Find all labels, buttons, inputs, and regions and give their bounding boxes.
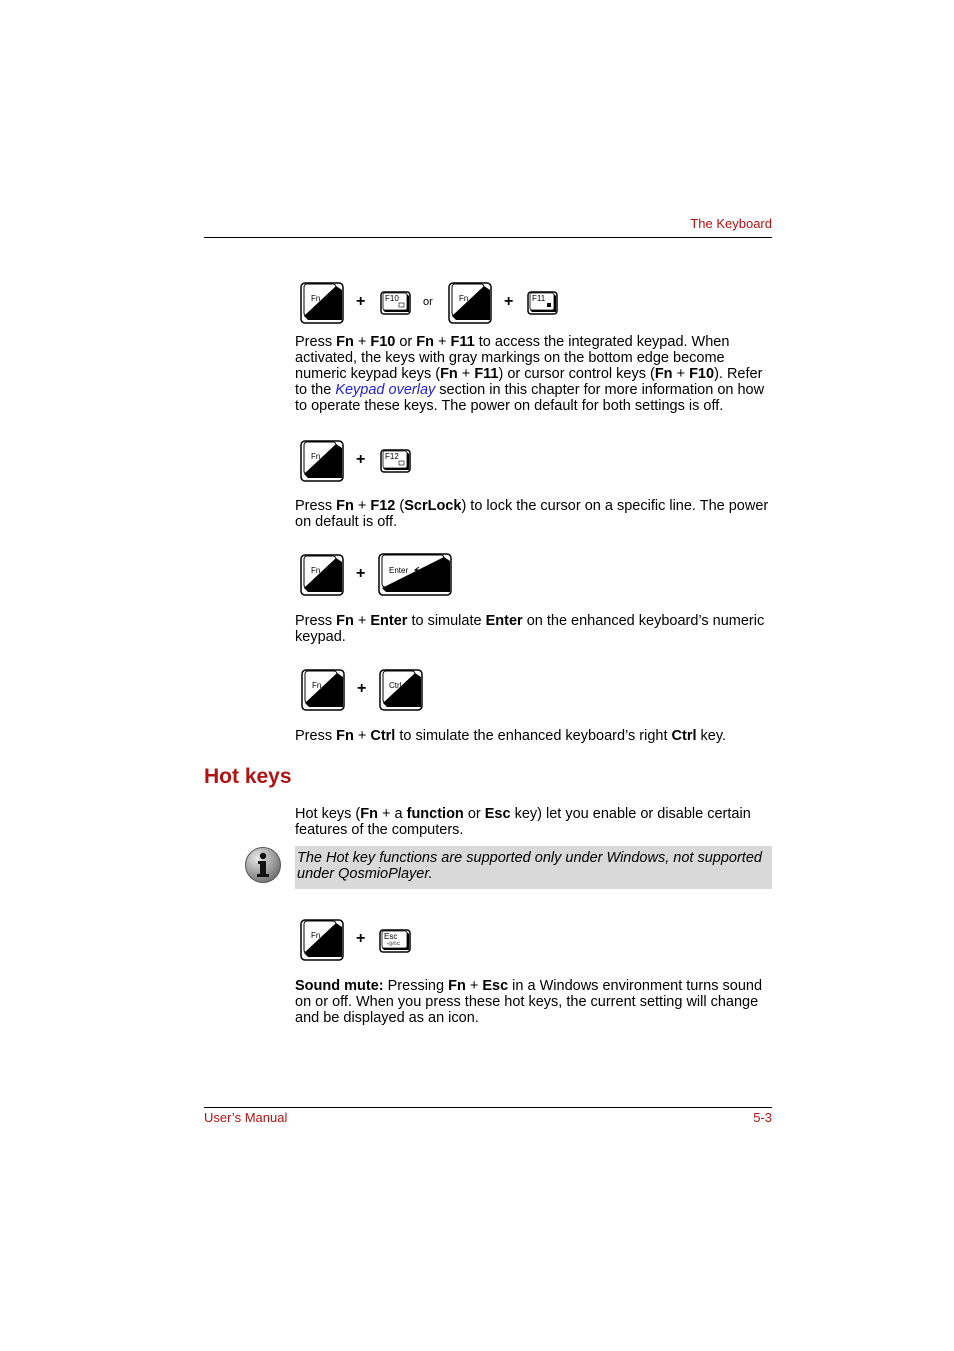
plus-sign: + bbox=[356, 930, 366, 947]
note-text: The Hot key functions are supported only under Windows, not supported under QosmioPlayer. bbox=[297, 850, 762, 882]
f11-key-icon bbox=[527, 291, 559, 315]
keypad-overlay-link[interactable]: Keypad overlay bbox=[335, 382, 436, 398]
fn-key-icon bbox=[301, 669, 346, 711]
footer-manual-title: User’s Manual bbox=[204, 1110, 288, 1125]
page-number: 5-3 bbox=[753, 1110, 772, 1125]
enter-paragraph: Press Fn + Enter to simulate Enter on the enhanced keyboard’s numeric keypad. bbox=[295, 613, 765, 645]
footer-rule bbox=[204, 1107, 772, 1108]
plus-sign: + bbox=[356, 451, 366, 468]
fn-key-icon bbox=[300, 282, 345, 324]
plus-sign: + bbox=[356, 565, 366, 582]
enter-key-icon bbox=[378, 553, 453, 597]
fn-key-label: Fn bbox=[312, 681, 322, 690]
or-text: or bbox=[423, 296, 433, 308]
f11-key-label: F11 bbox=[532, 294, 546, 303]
f10-key-label: F10 bbox=[385, 294, 399, 303]
fn-key-label: Fn bbox=[459, 294, 469, 303]
enter-key-label: Enter bbox=[389, 566, 409, 575]
fn-key-label: Fn bbox=[311, 452, 321, 461]
sound-mute-paragraph: Sound mute: Pressing Fn + Esc in a Windows environment turns sound on or off. When you press these hot keys, the current setting will change and be displayed as an icon. bbox=[295, 978, 763, 1026]
fn-key-icon bbox=[300, 554, 345, 596]
f10-key-icon bbox=[380, 291, 412, 315]
info-icon bbox=[244, 846, 282, 889]
f12-key-label: F12 bbox=[385, 452, 399, 461]
ctrl-key-label: Ctrl bbox=[389, 681, 402, 690]
esc-key-icon bbox=[379, 929, 412, 953]
plus-sign: + bbox=[504, 293, 514, 310]
fn-key-label: Fn bbox=[311, 931, 321, 940]
fn-key-label: Fn bbox=[311, 294, 321, 303]
hot-keys-heading: Hot keys bbox=[204, 765, 292, 788]
ctrl-key-icon bbox=[379, 669, 424, 711]
plus-sign: + bbox=[356, 293, 366, 310]
f12-key-icon bbox=[380, 449, 412, 473]
fn-key-icon bbox=[300, 919, 345, 961]
hot-keys-intro: Hot keys (Fn + a function or Esc key) let you enable or disable certain features of the computers. bbox=[295, 806, 751, 838]
keypad-paragraph: Press Fn + F10 or Fn + F11 to access the integrated keypad. When activated, the keys with gray markings on the bottom edge become numeric keypad keys (Fn + F11) or cursor control keys (Fn + F10). Refer to the Keypad overlay section in this chapter for more information on how to operate these keys. The power on default for both settings is off. bbox=[295, 334, 765, 414]
scrlock-paragraph: Press Fn + F12 (ScrLock) to lock the cursor on a specific line. The power on default is off. bbox=[295, 498, 769, 530]
fn-key-icon bbox=[300, 440, 345, 482]
running-header: The Keyboard bbox=[690, 216, 772, 231]
header-rule bbox=[204, 237, 772, 238]
fn-key-icon bbox=[448, 282, 493, 324]
ctrl-paragraph: Press Fn + Ctrl to simulate the enhanced keyboard’s right Ctrl key. bbox=[295, 728, 727, 744]
esc-key-sublabel: «[)/©C bbox=[387, 941, 401, 946]
plus-sign: + bbox=[357, 680, 367, 697]
fn-key-label: Fn bbox=[311, 566, 321, 575]
esc-key-label: Esc bbox=[384, 932, 398, 941]
